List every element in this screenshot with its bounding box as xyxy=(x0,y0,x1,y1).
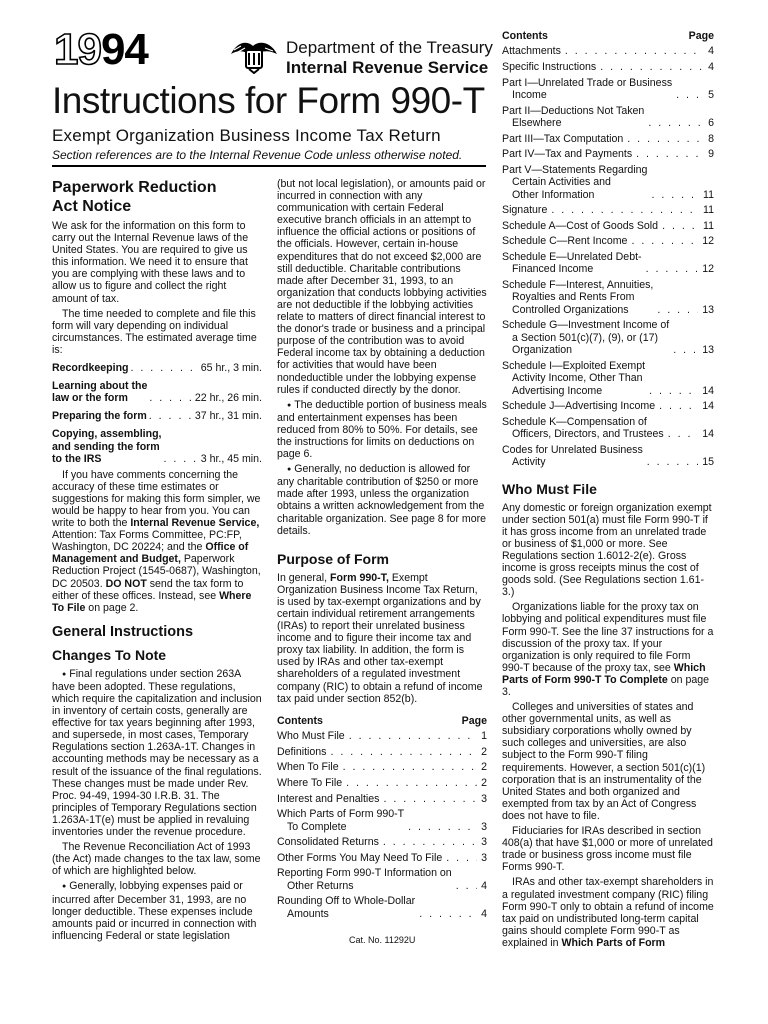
contents-item-label-line: Other Forms You May Need To File xyxy=(277,851,443,864)
bullet-charitable: ● Generally, no deduction is allowed for any charitable contribution of $250 or more made after 1993, unless the organization obtains a written acknowledgement from the charitable organization. See page 8 for more details. xyxy=(277,463,487,537)
contents-item-page: 8 xyxy=(708,132,714,145)
page-title: Instructions for Form 990-T xyxy=(52,80,485,121)
contents-table-right xyxy=(502,30,714,469)
who-paragraph-2 xyxy=(502,601,714,698)
contents-item-page: 15 xyxy=(702,456,714,469)
contents-item-label xyxy=(277,777,342,789)
changes-to-note-heading: Changes To Note xyxy=(52,646,167,663)
time-row-preparing xyxy=(52,410,262,422)
time-value: 65 hr., 3 min. xyxy=(200,362,262,375)
contents-item-label-line: Where To File xyxy=(277,776,343,789)
contents-item-label xyxy=(502,360,645,397)
do-not-emphasis: DO NOT xyxy=(105,577,147,590)
purpose-paragraph xyxy=(277,572,487,705)
leader-dots xyxy=(343,761,477,773)
contents-item xyxy=(277,730,487,742)
who-paragraph-5 xyxy=(502,876,714,949)
contents-item xyxy=(277,836,487,848)
paperwork-heading-line1: Paperwork Reduction xyxy=(52,179,217,196)
general-instructions-heading: General Instructions xyxy=(52,623,194,640)
contents-item-label xyxy=(502,444,643,469)
leader-dots xyxy=(651,189,699,201)
contents-item-page: 11 xyxy=(703,188,714,201)
leader-dots xyxy=(600,61,704,73)
contents-item-label xyxy=(502,204,547,216)
contents-item-label xyxy=(502,400,655,412)
contents-item xyxy=(277,895,487,920)
text-run: If you have comments concerning the accuracy of these time estimates or suggestions for making this form simpler, we would be happy to hear from you. You can write to both the xyxy=(52,468,261,530)
contents-item-label-line: Schedule I—Exploited Exempt xyxy=(502,359,646,372)
contents-header xyxy=(502,30,714,42)
paperwork-heading-line2: Act Notice xyxy=(52,198,132,215)
leader-dots xyxy=(330,746,477,758)
time-label: Learning about the law or the form xyxy=(52,380,148,405)
contents-item-label xyxy=(502,251,642,276)
contents-item-label-line: To Complete xyxy=(287,820,347,833)
contents-item xyxy=(502,133,714,145)
contents-item-label-line: Reporting Form 990-T Information on xyxy=(277,867,452,880)
who-paragraph-4: Fiduciaries for IRAs described in section 408(a) that have $1,000 or more of unrelated trade or business gross income must file Forms 990-T. xyxy=(502,825,713,874)
leader-dots xyxy=(149,392,193,404)
header-rule xyxy=(52,165,486,167)
contents-item xyxy=(277,777,487,789)
contents-item-label xyxy=(277,895,415,920)
contents-item xyxy=(277,761,487,773)
contents-header xyxy=(277,715,487,727)
contents-item xyxy=(502,416,714,441)
time-label: Preparing the form xyxy=(52,410,147,423)
contents-item-page: 14 xyxy=(702,428,714,441)
contents-item-label-line: Schedule E—Unrelated Debt- xyxy=(502,250,642,263)
contents-item-label-line: Definitions xyxy=(277,745,327,758)
leader-dots xyxy=(647,456,698,468)
contents-item-page: 12 xyxy=(702,263,714,276)
contents-item-label xyxy=(277,852,442,864)
contents-item-label xyxy=(502,61,596,73)
leader-dots xyxy=(636,148,704,160)
contents-item-label-line: Organization xyxy=(512,344,573,357)
paperwork-paragraph-1: We ask for the information on this form to carry out the Internal Revenue laws of the United States. You are required to give us this information. We need it to ensure that you are complying with these laws and to allow us to figure and collect the right amount of tax. xyxy=(52,220,249,305)
contents-item-page: 2 xyxy=(481,745,487,758)
contents-item-page: 12 xyxy=(702,235,714,248)
text-run: In general, xyxy=(277,571,331,584)
contents-item-page: 3 xyxy=(481,820,487,833)
contents-items xyxy=(502,45,714,468)
form-year xyxy=(54,25,148,74)
time-label: Copying, assembling, and sending the form to the IRS xyxy=(52,428,162,465)
comments-paragraph xyxy=(52,469,262,614)
contents-item-page: 9 xyxy=(708,148,714,161)
contents-item xyxy=(277,867,487,892)
contents-item xyxy=(502,220,714,232)
time-label: Recordkeeping xyxy=(52,362,129,375)
contents-item-label-line: Royalties and Rents From xyxy=(512,291,635,304)
contents-item-label-line: Financed Income xyxy=(512,263,594,276)
text-run: Paperwork Reduction Project (1545-0687), Washington, DC 20503. xyxy=(52,553,261,590)
bullet-lobbying: ● Generally, lobbying expenses paid or incurred after December 31, 1993, are no longer deductible. These expenses include amounts paid or incurred in connection with influencing Federal or state legislation xyxy=(52,880,262,941)
text-run: Exempt Organization Business Income Tax Return, is used by tax-exempt organizations and by certain individual retirement arrangements (IRAs) to report their unrelated business income and to figure their income tax and proxy tax liability. In addition, the form is used by IRAs and other tax-exempt shareholders of a regulated investment company (RIC) to obtain a refund of income tax paid under section 852(b). xyxy=(277,571,483,705)
leader-dots xyxy=(565,45,704,57)
leader-dots xyxy=(164,453,199,465)
catalog-number: Cat. No. 11292U xyxy=(349,935,416,945)
contents-item-page: 2 xyxy=(481,776,487,789)
leader-dots xyxy=(649,385,698,397)
contents-table-left xyxy=(277,715,487,920)
contents-item-label-line: a Section 501(c)(7), (9), or (17) xyxy=(512,331,659,344)
contents-item-label-line: Part I—Unrelated Trade or Business xyxy=(502,76,673,89)
contents-item-label xyxy=(277,746,326,758)
contents-item-label-line: Schedule K—Compensation of xyxy=(502,415,647,428)
contents-item-label xyxy=(277,867,452,892)
contents-item xyxy=(502,45,714,57)
contents-item-label-line: Officers, Directors, and Trustees xyxy=(512,428,664,441)
paperwork-paragraph-2: The time needed to complete and file this form will vary depending on individual circumstances. The estimated average time is: xyxy=(52,307,257,356)
contents-item xyxy=(277,808,487,833)
contents-item-label-line: Part IV—Tax and Payments xyxy=(502,148,633,161)
which-parts-reference: Which Parts of Form 990-T To Complete xyxy=(502,661,706,686)
contents-item-label xyxy=(502,77,672,102)
contents-item-label xyxy=(502,319,669,356)
contents-item xyxy=(277,793,487,805)
leader-dots xyxy=(627,133,704,145)
contents-item-label-line: Schedule A—Cost of Goods Sold xyxy=(502,219,659,232)
contents-item-label-line: Codes for Unrelated Business xyxy=(502,443,643,456)
contents-item xyxy=(502,279,714,316)
time-row-copying xyxy=(52,428,262,464)
leader-dots xyxy=(408,821,477,833)
contents-item xyxy=(502,319,714,356)
column-3 xyxy=(502,30,714,952)
text-run: on page 3. xyxy=(502,673,710,698)
contents-item xyxy=(277,746,487,758)
text-run: send the tax form to either of these offices. Instead, see xyxy=(52,577,244,602)
leader-dots xyxy=(631,235,698,247)
contents-item-label xyxy=(502,164,647,201)
contents-item-label-line: Schedule C—Rent Income xyxy=(502,235,628,248)
contents-item-label-line: Part II—Deductions Not Taken xyxy=(502,104,645,117)
contents-item-label xyxy=(502,279,653,316)
time-row-recordkeeping xyxy=(52,362,262,374)
contents-item-label-line: Certain Activities and xyxy=(512,176,611,189)
time-value: 37 hr., 31 min. xyxy=(194,410,262,423)
leader-dots xyxy=(657,304,698,316)
year-outline-digits: 19 xyxy=(54,25,101,74)
paperwork-heading xyxy=(52,178,262,216)
purpose-of-form-heading: Purpose of Form xyxy=(277,550,390,567)
contents-item-label xyxy=(502,133,623,145)
rra-paragraph: The Revenue Reconciliation Act of 1993 (the Act) made changes to the tax law, some of which are highlighted below. xyxy=(52,841,261,878)
contents-item xyxy=(502,235,714,247)
contents-item-page: 4 xyxy=(708,45,714,58)
time-value: 3 hr., 45 min. xyxy=(200,452,262,465)
contents-item xyxy=(502,148,714,160)
contents-item-label-line: Other Returns xyxy=(287,879,354,892)
form-990t-emphasis: Form 990-T, xyxy=(330,571,389,584)
department-name xyxy=(286,38,493,78)
lobbying-continued: (but not local legislation), or amounts paid or incurred in connection with any communication with certain Federal executive branch officials in an attempt to influence the official actions or positions of the officials. However, certain in-house expenditures that do not exceed $2,000 are still deductible. Charitable contributions made after December 31, 1993, to an organization that conducts lobbying activities are not deductible if the lobbying activities relate to matters of direct financial interest to the donor's trade or business and a principal purpose of the contribution was to avoid Federal income tax by obtaining a deduction for activities that would have been nondeductible under the lobbying expense rules if conducted directly by the donor. xyxy=(277,178,487,396)
dept-treasury: Department of the Treasury xyxy=(286,38,493,57)
bullet-263a: ● Final regulations under section 263A have been adopted. These regulations, which require the capitalization and inclusion in inventory of certain costs, generally are effective for tax years beginning after 1993, and supersede, in most cases, Temporary Regulations section 1.263A-1T. Changes in accounting methods may be necessary as a result of the issuance of the final regulations. These changes must be made under Rev. Proc. 94-49, 1994-30 I.R.B. 31. The principles of Temporary Regulations section 1.263A-1T(e) must be applied in revaluing inventories under the revenue procedure. xyxy=(52,668,262,838)
page-column-title: Page xyxy=(461,714,487,727)
leader-dots xyxy=(456,880,477,892)
leader-dots xyxy=(149,410,193,422)
contents-item-label-line: When To File xyxy=(277,761,339,774)
time-estimates xyxy=(52,362,262,465)
contents-title: Contents xyxy=(277,714,323,727)
page-subtitle: Exempt Organization Business Income Tax Return xyxy=(52,126,441,145)
contents-item-page: 5 xyxy=(708,89,714,101)
irs-emphasis: Internal Revenue Service, xyxy=(130,517,260,530)
leader-dots xyxy=(668,428,699,440)
contents-item-label-line: Advertising Income xyxy=(512,384,603,397)
contents-item-label-line: Attachments xyxy=(502,45,561,58)
contents-item-label-line: Other Information xyxy=(512,188,595,201)
omb-emphasis: Office of Management and Budget, xyxy=(52,541,249,566)
contents-item-label-line: Specific Instructions xyxy=(502,61,597,73)
contents-item-label xyxy=(502,416,664,441)
contents-item-label-line: Signature xyxy=(502,204,548,217)
contents-item xyxy=(502,105,714,130)
year-bold-digits: 94 xyxy=(100,25,148,74)
contents-item-label xyxy=(502,220,658,232)
leader-dots xyxy=(383,793,477,805)
contents-item-label xyxy=(502,235,627,247)
who-paragraph-1: Any domestic or foreign organization exempt under section 501(a) must file Form 990-T if it has gross income from an unrelated trade or business of $1,000 or more. See Regulations section 1.6012-2(e). Gross income is gross receipts minus the cost of goods sold. (See Regulations section 1.61-3.) xyxy=(502,501,712,599)
contents-item-page: 11 xyxy=(703,204,714,217)
contents-item-label-line: Activity xyxy=(512,456,546,469)
text-run: Organizations liable for the proxy tax on lobbying and political expenditures must file Form 990-T. See the line 37 instructions for a discussion of the proxy tax. If your organization is only required to file Form 990-T because of the proxy tax, see xyxy=(502,601,714,674)
contents-item xyxy=(502,251,714,276)
contents-item-page: 13 xyxy=(702,303,714,316)
which-parts-reference: Which Parts of Form xyxy=(561,936,666,949)
time-row-learning xyxy=(52,380,262,404)
leader-dots xyxy=(648,117,704,129)
contents-item xyxy=(502,164,714,201)
contents-item-label xyxy=(277,793,379,805)
text-run: on page 2. xyxy=(85,601,139,614)
contents-item-label-line: Which Parts of Form 990-T xyxy=(277,808,405,821)
contents-item-label-line: Schedule G—Investment Income of xyxy=(502,319,670,332)
contents-item xyxy=(502,204,714,216)
section-reference-note: Section references are to the Internal Revenue Code unless otherwise noted. xyxy=(52,148,463,162)
dept-irs: Internal Revenue Service xyxy=(286,58,489,77)
contents-item-page: 4 xyxy=(481,907,487,920)
contents-item-page: 2 xyxy=(481,761,487,774)
contents-item xyxy=(502,77,714,102)
leader-dots xyxy=(676,89,704,101)
leader-dots xyxy=(383,836,477,848)
treasury-eagle-logo-icon xyxy=(229,36,279,74)
leader-dots xyxy=(346,777,477,789)
leader-dots xyxy=(646,263,699,275)
column-2 xyxy=(277,178,487,923)
contents-item xyxy=(277,852,487,864)
contents-item-label xyxy=(277,836,379,848)
leader-dots xyxy=(659,400,698,412)
contents-item-label-line: Income xyxy=(512,89,547,101)
contents-item-page: 3 xyxy=(481,851,487,864)
contents-title: Contents xyxy=(502,30,548,42)
contents-item-page: 11 xyxy=(703,219,714,232)
page-column-title: Page xyxy=(688,30,714,42)
contents-item-label-line: Schedule J—Advertising Income xyxy=(502,400,656,413)
contents-item-label xyxy=(277,761,339,773)
contents-item-label-line: Controlled Organizations xyxy=(512,303,629,316)
contents-item-label xyxy=(502,45,561,57)
contents-item-page: 4 xyxy=(481,879,487,892)
contents-item-page: 14 xyxy=(702,400,714,413)
contents-item-label-line: Rounding Off to Whole-Dollar xyxy=(277,895,416,908)
contents-item-page: 3 xyxy=(481,836,487,849)
text-run: IRAs and other tax-exempt shareholders in a regulated investment company (RIC) filing Form 990-T only to obtain a refund of income tax paid on undistributed long-term capital gains should complete Form 990-T as explained in xyxy=(502,876,714,949)
leader-dots xyxy=(551,204,699,216)
leader-dots xyxy=(419,908,477,920)
leader-dots xyxy=(349,730,477,742)
contents-item-label xyxy=(502,148,632,160)
contents-items xyxy=(277,730,487,920)
contents-item-label-line: Who Must File xyxy=(277,730,345,743)
contents-item xyxy=(502,400,714,412)
contents-item-page: 4 xyxy=(708,61,714,73)
contents-item xyxy=(502,444,714,469)
contents-item-page: 14 xyxy=(702,384,714,397)
contents-item-label-line: Activity Income, Other Than xyxy=(512,372,643,385)
who-must-file-heading: Who Must File xyxy=(502,480,597,497)
contents-item-label-line: Part V—Statements Regarding xyxy=(502,163,648,176)
contents-item-label-line: Elsewhere xyxy=(512,117,562,129)
contents-item-label-line: Interest and Penalties xyxy=(277,792,380,805)
time-value: 22 hr., 26 min. xyxy=(194,392,262,405)
contents-item-label xyxy=(277,808,404,833)
contents-item-label-line: Amounts xyxy=(287,907,329,920)
contents-item-page: 3 xyxy=(481,792,487,805)
contents-item-label-line: Part III—Tax Computation xyxy=(502,132,624,145)
where-to-file-reference: Where To File xyxy=(52,589,252,614)
leader-dots xyxy=(662,220,699,232)
contents-item-label-line: Consolidated Returns xyxy=(277,836,379,849)
bullet-meals: ● The deductible portion of business meals and entertainment expenses has been reduced from 80% to 50%. For details, see the instructions for limits on deductions on page 6. xyxy=(277,399,487,460)
leader-dots xyxy=(673,344,698,356)
leader-dots xyxy=(131,362,199,374)
contents-item xyxy=(502,360,714,397)
contents-item-page: 13 xyxy=(702,344,714,357)
contents-item-page: 6 xyxy=(708,117,714,129)
contents-item-label xyxy=(502,105,644,130)
who-paragraph-3: Colleges and universities of states and other governmental units, as well as subsidiary corporations wholly owned by such colleges and universities, are also subject to the Form 990-T filing requirements. However, a section 501(c)(1) corporation that is an instrumentality of the United States and both organized and exempted from tax by an Act of Congress does not have to file. xyxy=(502,701,706,822)
contents-item-label-line: Schedule F—Interest, Annuities, xyxy=(502,278,654,291)
leader-dots xyxy=(446,852,477,864)
text-run: Attention: Tax Forms Committee, PC:FP, Washington, DC 20224; and the xyxy=(52,529,242,554)
contents-item-page: 1 xyxy=(481,730,487,743)
contents-item xyxy=(502,61,714,73)
column-1 xyxy=(52,178,262,945)
contents-item-label xyxy=(277,730,345,742)
